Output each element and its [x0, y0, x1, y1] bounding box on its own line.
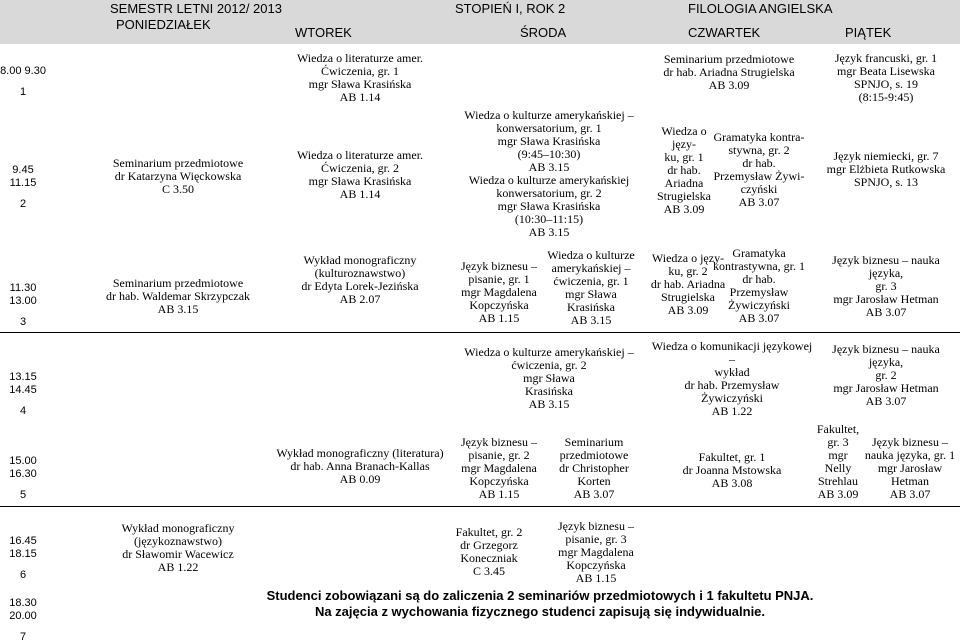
class-cell: Seminarium przedmiotowe dr hab. Ariadna Strugielska AB 3.09 [663, 51, 795, 92]
class-cell: Wiedza o literaturze amer. Ćwiczenia, gr. 2 mgr Sława Krasińska AB 1.14 [296, 148, 424, 201]
footer-note-line-2: Na zajęcia z wychowania fizycznego studenci zapisują się indywidualnie. [314, 604, 766, 619]
day-wednesday: ŚRODA [520, 25, 567, 40]
faculty-title: FILOLOGIA ANGIELSKA [688, 1, 833, 16]
class-cell: Język francuski, gr. 1 mgr Beata Lisewska SPNJO, s. 19 (8:15-9:45) [834, 51, 938, 104]
class-cell: Język niemiecki, gr. 7 mgr Elżbieta Rutkowska SPNJO, s. 13 [826, 148, 946, 189]
class-cell: Fakultet, gr. 1 dr Joanna Mstowska AB 3.08 [682, 449, 782, 490]
footer-note-line-1: Studenci zobowiązani są do zaliczenia 2 seminariów przedmiotowych i 1 fakultetu PNJA. [266, 588, 814, 603]
class-cell: Wykład monograficzny (literatura) dr hab. Anna Branach-Kallas AB 0.09 [276, 445, 444, 486]
footer-note [230, 588, 850, 620]
class-cell: Wiedza o języ- ku, gr. 1 dr hab. Ariadna Strugielska AB 3.09 [657, 123, 711, 216]
class-cell: Język biznesu – nauka języka, gr. 1 mgr Jarosław Hetman AB 3.07 [864, 434, 956, 501]
day-monday: PONIEDZIAŁEK [116, 17, 211, 32]
day-tuesday: WTOREK [295, 25, 352, 40]
class-cell: Język biznesu – pisanie, gr. 3 mgr Magdalena Kopczyńska AB 1.15 [558, 518, 634, 585]
class-cell: Fakultet, gr. 2 dr Grzegorz Koneczniak C 3.45 [455, 525, 523, 578]
time-slot: 13.15 14.45 4 [9, 370, 37, 417]
time-slot: 18.30 20.00 7 [9, 596, 37, 643]
class-cell: Seminarium przedmiotowe dr hab. Waldemar Skrzypczak AB 3.15 [105, 275, 251, 316]
class-cell: Gramatyka kontrastywna, gr. 1 dr hab. Przemysław Żywiczyński AB 3.07 [713, 246, 805, 325]
class-cell: Język biznesu – pisanie, gr. 1 mgr Magdalena Kopczyńska AB 1.15 [461, 258, 537, 325]
level-title: STOPIEŃ I, ROK 2 [455, 1, 566, 16]
class-cell: Seminarium przedmiotowe dr Christopher Korten AB 3.07 [559, 434, 629, 501]
class-cell: Wiedza o komunikacji językowej – wykład dr hab. Przemysław Żywiczyński AB 1.22 [651, 339, 813, 418]
class-cell: Wiedza o kulturze amerykańskiej – konwersatorium, gr. 1 mgr Sława Krasińska (9:45–10:30) AB 3.15 Wiedza o kulturze amerykańskiej konwersatorium, gr. 2 mgr Sława Krasińska (10:30–11:15) AB 3.15 [464, 108, 634, 239]
class-cell: Wiedza o literaturze amer. Ćwiczenia, gr. 1 mgr Sława Krasińska AB 1.14 [296, 51, 424, 104]
class-cell: Fakultet, gr. 3 mgr Nelly Strehlau AB 3.09 [816, 422, 860, 501]
time-slot: 8.00 9.30 1 [0, 65, 46, 98]
time-slot: 15.00 16.30 5 [9, 454, 37, 501]
time-slot: 11.30 13.00 3 [9, 281, 37, 328]
class-cell: Język biznesu – nauka języka, gr. 2 mgr Jarosław Hetman AB 3.07 [832, 341, 940, 408]
class-cell: Wykład monograficzny (językoznawstwo) dr Sławomir Wacewicz AB 1.22 [121, 521, 235, 574]
class-cell: Język biznesu – pisanie, gr. 2 mgr Magdalena Kopczyńska AB 1.15 [461, 434, 537, 501]
day-thursday: CZWARTEK [688, 25, 761, 40]
class-cell: Wiedza o języ- ku, gr. 2 dr hab. Ariadna Strugielska AB 3.09 [650, 250, 726, 317]
time-slot: 16.45 18.15 6 [9, 534, 37, 581]
class-cell: Gramatyka kontra- stywna, gr. 2 dr hab. Przemysław Żywi- czyński AB 3.07 [713, 130, 805, 209]
class-cell: Język biznesu – nauka języka, gr. 3 mgr Jarosław Hetman AB 3.07 [832, 252, 940, 319]
class-cell: Wiedza o kulturze amerykańskiej – ćwiczenia, gr. 2 mgr Sława Krasińska AB 3.15 [464, 344, 634, 411]
grid-line [0, 332, 960, 333]
class-cell: Wykład monograficzny (kulturoznawstwo) dr Edyta Lorek-Jezińska AB 2.07 [301, 253, 419, 306]
time-slot: 9.45 11.15 2 [9, 163, 37, 210]
semester-title: SEMESTR LETNI 2012/ 2013 [110, 1, 282, 16]
day-friday: PIĄTEK [845, 25, 892, 40]
class-cell: Wiedza o kulturze amerykańskiej – ćwiczenia, gr. 1 mgr Sława Krasińska AB 3.15 [547, 248, 635, 327]
grid-line [0, 506, 960, 507]
class-cell: Seminarium przedmiotowe dr Katarzyna Więckowska C 3.50 [112, 155, 244, 196]
